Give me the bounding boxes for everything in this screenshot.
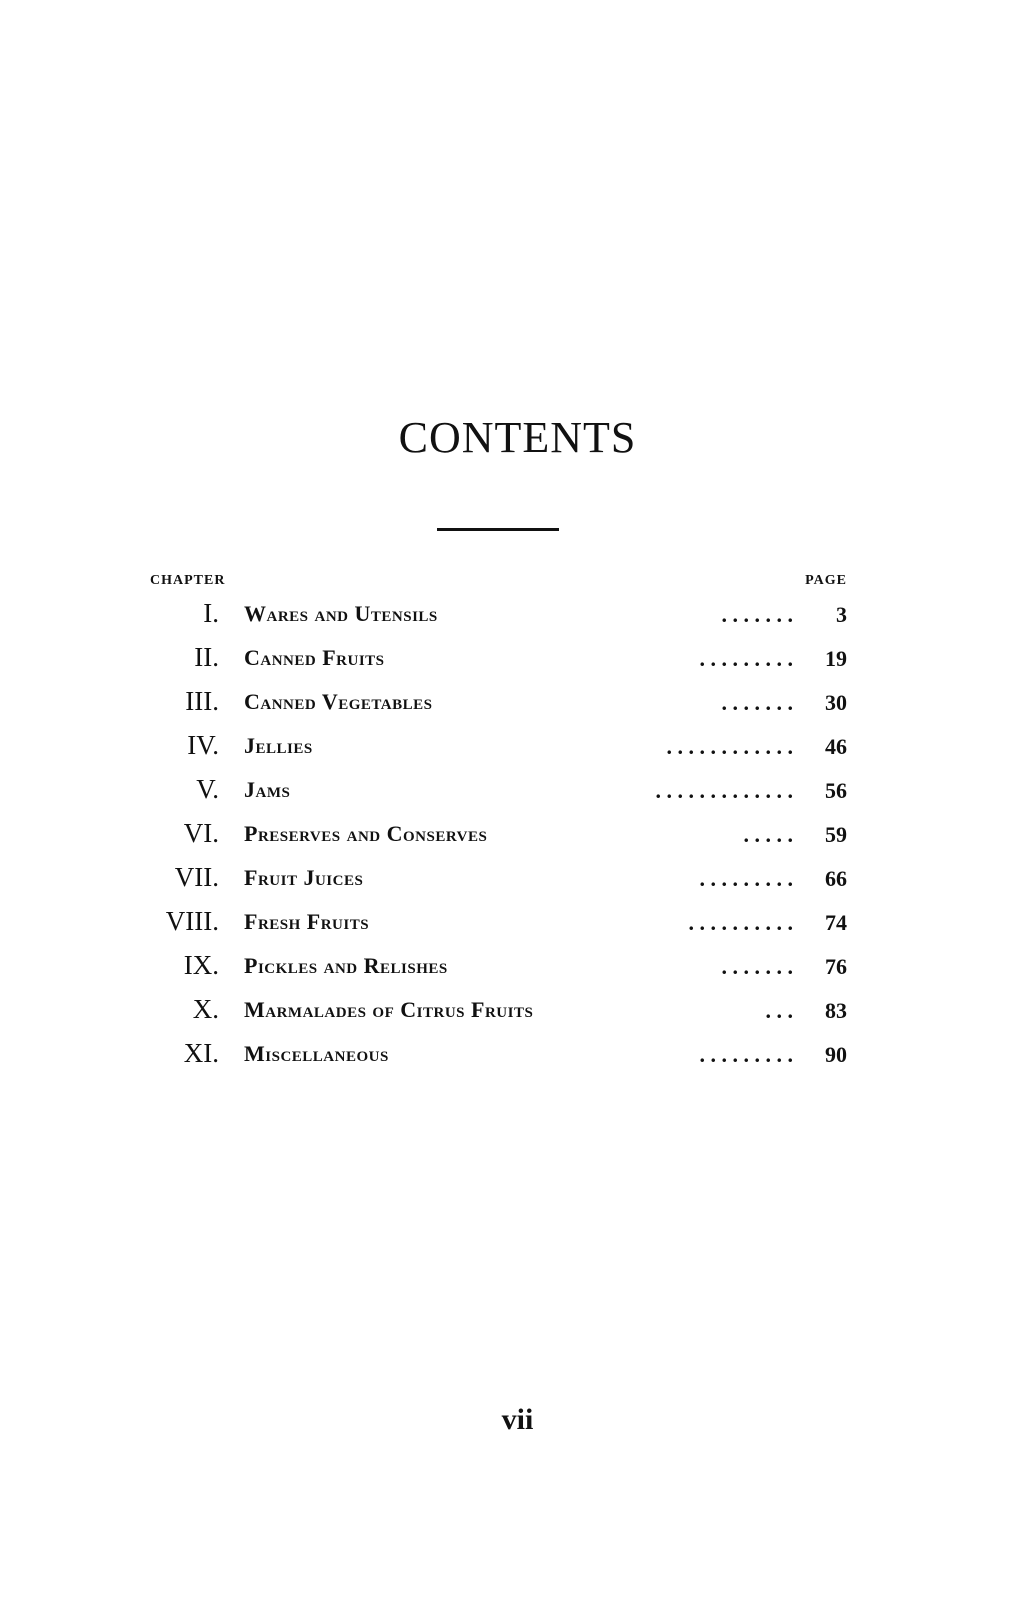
chapter-numeral: III.	[185, 686, 219, 716]
page-number: 74	[825, 910, 847, 935]
page-number: 46	[825, 734, 847, 759]
dot-leader: . . . . . . . . .	[699, 1042, 793, 1067]
page-column-header: PAGE	[805, 573, 847, 588]
chapter-title: Marmalades of Citrus Fruits	[244, 997, 534, 1022]
chapter-numeral: VI.	[183, 818, 219, 848]
chapter-column-header: CHAPTER	[150, 573, 226, 588]
chapter-numeral: VII.	[174, 862, 219, 892]
toc-entry[interactable]	[0, 636, 1035, 680]
dot-leader: . . . . . . . . .	[699, 646, 793, 671]
toc-entry[interactable]	[0, 812, 1035, 856]
chapter-title: Canned Vegetables	[244, 689, 433, 714]
chapter-title: Fresh Fruits	[244, 909, 370, 934]
page-title: CONTENTS	[398, 413, 637, 462]
toc-entry[interactable]	[0, 724, 1035, 768]
dot-leader: . . . . . . .	[721, 690, 793, 715]
chapter-numeral: I.	[203, 598, 219, 628]
chapter-numeral: V.	[196, 774, 219, 804]
dot-leader: . . . . . . .	[721, 954, 793, 979]
dot-leader: . . . . . . . . .	[699, 866, 793, 891]
page-folio: vii	[501, 1403, 534, 1436]
chapter-numeral: II.	[194, 642, 219, 672]
page-number: 59	[825, 822, 847, 847]
toc-entry[interactable]	[0, 988, 1035, 1032]
chapter-title: Canned Fruits	[244, 645, 385, 670]
title-rule	[437, 528, 559, 531]
chapter-numeral: X.	[192, 994, 219, 1024]
page-number: 66	[825, 866, 847, 891]
chapter-title: Jellies	[244, 733, 313, 758]
dot-leader: . . . . . . .	[721, 602, 793, 627]
chapter-numeral: IX.	[183, 950, 219, 980]
page-number: 76	[825, 954, 847, 979]
toc-entry[interactable]	[0, 680, 1035, 724]
chapter-title: Jams	[244, 777, 291, 802]
chapter-title: Preserves and Conserves	[244, 821, 488, 846]
dot-leader: . . .	[765, 998, 793, 1023]
toc-entry[interactable]	[0, 1032, 1035, 1076]
toc-entry[interactable]	[0, 768, 1035, 812]
page-number: 30	[825, 690, 847, 715]
toc-entry[interactable]	[0, 856, 1035, 900]
page-number: 90	[825, 1042, 847, 1067]
page-number: 56	[825, 778, 847, 803]
toc-entry[interactable]	[0, 900, 1035, 944]
page-number: 83	[825, 998, 847, 1023]
dot-leader: . . . . .	[743, 822, 793, 847]
chapter-title: Pickles and Relishes	[244, 953, 448, 978]
chapter-numeral: IV.	[187, 730, 219, 760]
chapter-title: Fruit Juices	[244, 865, 364, 890]
chapter-numeral: XI.	[183, 1038, 219, 1068]
dot-leader: . . . . . . . . . .	[688, 910, 793, 935]
page-number: 19	[825, 646, 847, 671]
chapter-numeral: VIII.	[165, 906, 219, 936]
dot-leader: . . . . . . . . . . . .	[666, 734, 793, 759]
toc-entry[interactable]	[0, 592, 1035, 636]
chapter-title: Miscellaneous	[244, 1041, 389, 1066]
chapter-title: Wares and Utensils	[244, 601, 438, 626]
dot-leader: . . . . . . . . . . . . .	[655, 778, 793, 803]
toc-entry[interactable]	[0, 944, 1035, 988]
page-number: 3	[836, 602, 847, 627]
